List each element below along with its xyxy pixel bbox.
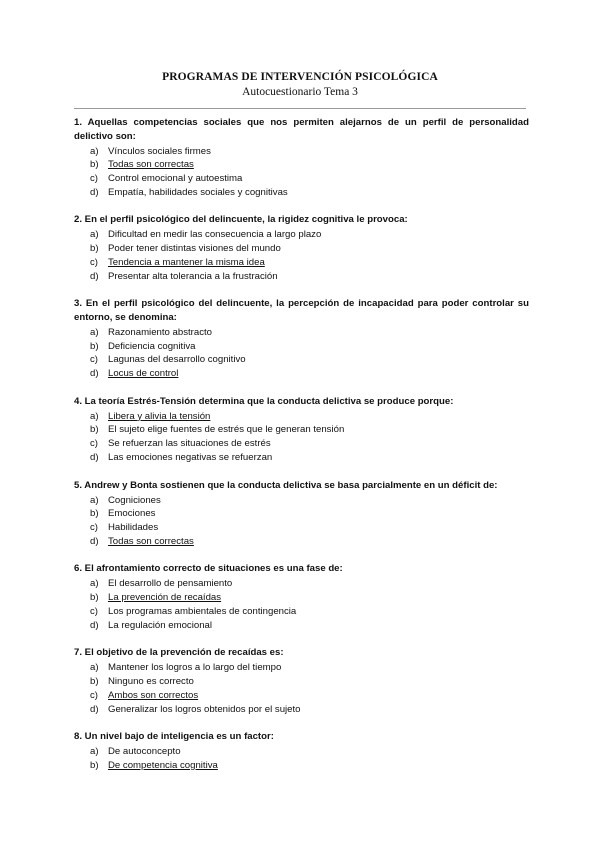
option-letter: c) (90, 605, 98, 617)
answer-options (74, 661, 529, 716)
question-3 (74, 297, 529, 381)
option-letter: d) (90, 368, 99, 380)
option-letter: a) (90, 494, 99, 506)
answer-option-correct (74, 158, 529, 172)
question-8 (74, 730, 529, 773)
option-text: Libera y alivia la tensión (108, 410, 211, 422)
option-letter: a) (90, 578, 99, 590)
answer-option (74, 437, 529, 451)
answer-option (74, 745, 529, 759)
option-letter: c) (90, 438, 98, 450)
answer-option (74, 507, 529, 521)
answer-option (74, 353, 529, 367)
question-list (74, 116, 529, 786)
question-text: 2. En el perfil psicológico del delincuente, la rigidez cognitiva le provoca: (74, 214, 408, 226)
option-text: Presentar alta tolerancia a la frustración (108, 270, 278, 282)
option-text: Se refuerzan las situaciones de estrés (108, 438, 271, 450)
option-letter: b) (90, 159, 99, 171)
question-text: 1. Aquellas competencias sociales que nos permiten alejarnos de un perfil de personalidad delictivo son: (74, 117, 529, 142)
answer-option (74, 423, 529, 437)
option-letter: c) (90, 522, 98, 534)
answer-option-correct (74, 535, 529, 549)
answer-options (74, 745, 529, 773)
option-text: De competencia cognitiva (108, 759, 218, 771)
option-text: Todas son correctas (108, 159, 194, 171)
option-text: Las emociones negativas se refuerzan (108, 452, 273, 464)
option-text: Lagunas del desarrollo cognitivo (108, 354, 246, 366)
question-text: 4. La teoría Estrés-Tensión determina que la conducta delictiva se produce porque: (74, 395, 454, 407)
option-letter: b) (90, 676, 99, 688)
option-letter: b) (90, 243, 99, 255)
question-text: 8. Un nivel bajo de inteligencia es un factor: (74, 731, 274, 743)
answer-option (74, 172, 529, 186)
option-text: La regulación emocional (108, 619, 212, 631)
option-letter: d) (90, 270, 99, 282)
option-text: El sujeto elige fuentes de estrés que le generan tensión (108, 424, 345, 436)
option-letter: a) (90, 746, 99, 758)
option-text: De autoconcepto (108, 746, 181, 758)
option-text: Los programas ambientales de contingencia (108, 605, 297, 617)
answer-options (74, 494, 529, 549)
option-letter: d) (90, 535, 99, 547)
answer-option (74, 577, 529, 591)
option-text: Deficiencia cognitiva (108, 340, 196, 352)
question-text: 5. Andrew y Bonta sostienen que la conducta delictiva se basa parcialmente en un déficit de: (74, 479, 498, 491)
option-text: Dificultad en medir las consecuencia a largo plazo (108, 229, 322, 241)
answer-option (74, 494, 529, 508)
option-letter: d) (90, 452, 99, 464)
option-letter: b) (90, 424, 99, 436)
option-letter: c) (90, 256, 98, 268)
answer-option-correct (74, 256, 529, 270)
option-text: Mantener los logros a lo largo del tiempo (108, 662, 282, 674)
option-letter: b) (90, 340, 99, 352)
option-text: Cogniciones (108, 494, 161, 506)
answer-option (74, 186, 529, 200)
answer-option (74, 619, 529, 633)
question-7 (74, 646, 529, 716)
option-text: Razonamiento abstracto (108, 326, 212, 338)
option-letter: d) (90, 186, 99, 198)
option-text: Habilidades (108, 522, 159, 534)
option-letter: b) (90, 508, 99, 520)
answer-option-correct (74, 591, 529, 605)
option-text: Locus de control (108, 368, 179, 380)
option-text: Empatía, habilidades sociales y cognitivas (108, 186, 288, 198)
question-4 (74, 395, 529, 465)
answer-option-correct (74, 759, 529, 773)
question-2 (74, 213, 529, 283)
option-letter: a) (90, 662, 99, 674)
answer-option-correct (74, 367, 529, 381)
question-5 (74, 479, 529, 549)
option-text: Ninguno es correcto (108, 676, 194, 688)
answer-option-correct (74, 689, 529, 703)
answer-option (74, 703, 529, 717)
answer-options (74, 145, 529, 200)
question-6 (74, 562, 529, 632)
answer-option (74, 605, 529, 619)
option-letter: b) (90, 759, 99, 771)
option-text: Generalizar los logros obtenidos por el sujeto (108, 703, 301, 715)
option-letter: b) (90, 592, 99, 604)
answer-option (74, 242, 529, 256)
header-divider (74, 108, 526, 109)
answer-option (74, 270, 529, 284)
answer-option (74, 661, 529, 675)
option-text: La prevención de recaídas (108, 592, 222, 604)
answer-options (74, 228, 529, 283)
answer-option (74, 145, 529, 159)
question-text: 7. El objetivo de la prevención de recaídas es: (74, 647, 284, 659)
option-letter: c) (90, 354, 98, 366)
option-letter: a) (90, 410, 99, 422)
option-letter: a) (90, 145, 99, 157)
option-letter: a) (90, 326, 99, 338)
question-text: 6. El afrontamiento correcto de situaciones es una fase de: (74, 563, 343, 575)
answer-option (74, 340, 529, 354)
document-subtitle: Autocuestionario Tema 3 (242, 86, 358, 98)
option-text: Vínculos sociales firmes (108, 145, 211, 157)
document-title: PROGRAMAS DE INTERVENCIÓN PSICOLÓGICA (162, 71, 438, 83)
answer-option (74, 675, 529, 689)
option-letter: d) (90, 619, 99, 631)
option-text: El desarrollo de pensamiento (108, 578, 233, 590)
option-text: Poder tener distintas visiones del mundo (108, 243, 281, 255)
option-letter: d) (90, 703, 99, 715)
answer-option (74, 228, 529, 242)
option-text: Emociones (108, 508, 156, 520)
question-1 (74, 116, 529, 200)
option-text: Todas son correctas (108, 535, 194, 547)
answer-options (74, 410, 529, 465)
option-letter: a) (90, 229, 99, 241)
answer-option-correct (74, 410, 529, 424)
option-letter: c) (90, 173, 98, 185)
option-text: Control emocional y autoestima (108, 173, 243, 185)
option-text: Tendencia a mantener la misma idea (108, 256, 265, 268)
option-letter: c) (90, 689, 98, 701)
answer-option (74, 451, 529, 465)
answer-option (74, 521, 529, 535)
answer-options (74, 577, 529, 632)
option-text: Ambos son correctos (108, 689, 199, 701)
question-text: 3. En el perfil psicológico del delincuente, la percepción de incapacidad para poder controlar su entorno, se denomina: (74, 298, 529, 323)
answer-options (74, 326, 529, 381)
answer-option (74, 326, 529, 340)
